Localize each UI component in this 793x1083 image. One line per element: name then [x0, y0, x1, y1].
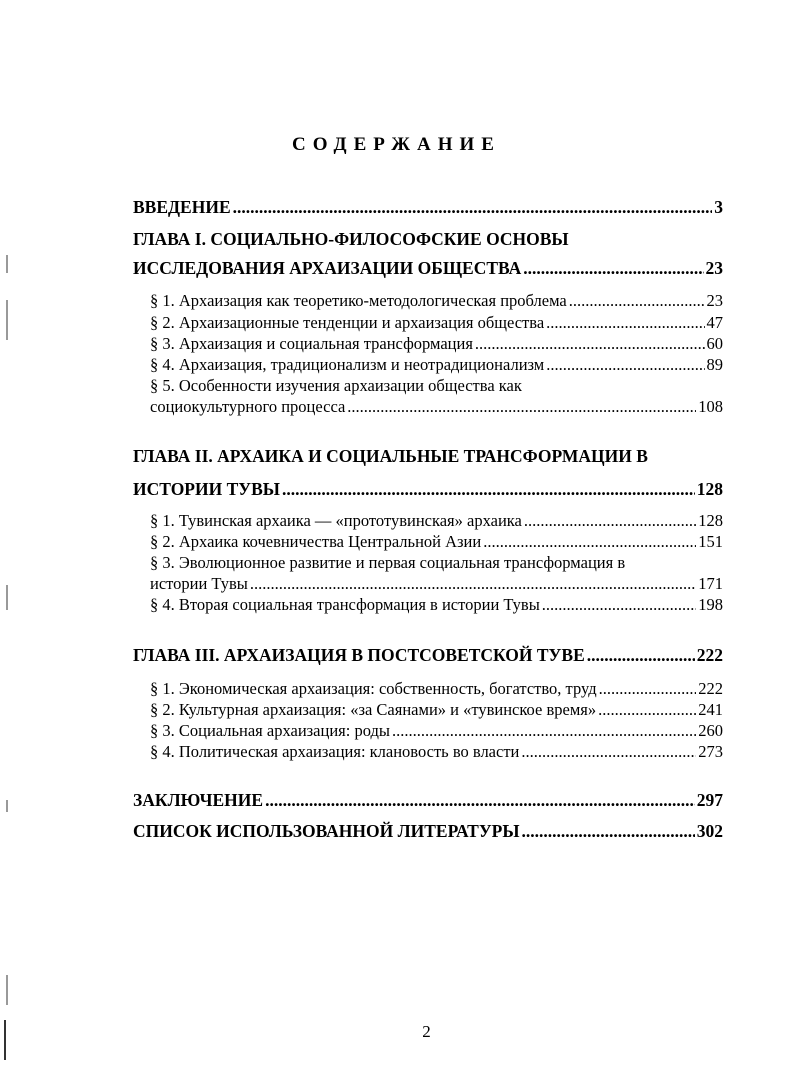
- toc-page: 128: [698, 511, 723, 530]
- toc-label: социокультурного процесса: [150, 397, 346, 416]
- leader-dots: [282, 479, 695, 500]
- toc-label: ВВЕДЕНИЕ: [133, 197, 231, 217]
- toc-entry-section[interactable]: [150, 532, 723, 552]
- leader-dots: [475, 334, 705, 354]
- scan-margin-mark: [6, 975, 8, 1005]
- toc-entry-chapter-3[interactable]: [133, 645, 723, 666]
- toc-label: § 1. Тувинская архаика — «прототувинская» архаика: [150, 511, 522, 530]
- toc-page: 302: [696, 821, 723, 841]
- toc-entry-section[interactable]: [150, 397, 723, 417]
- page-title: СОДЕРЖАНИЕ: [292, 134, 501, 155]
- toc-label: § 1. Архаизация как теоретико-методологическая проблема: [150, 291, 567, 310]
- toc-entry-section[interactable]: [150, 721, 723, 741]
- leader-dots: [483, 532, 696, 552]
- toc-entry-section[interactable]: [150, 355, 723, 375]
- chapter-1-title-line1[interactable]: ГЛАВА I. СОЦИАЛЬНО-ФИЛОСОФСКИЕ ОСНОВЫ: [133, 229, 569, 249]
- toc-section-line1[interactable]: § 3. Эволюционное развитие и первая социальная трансформация в: [150, 553, 626, 572]
- toc-label: истории Тувы: [150, 574, 248, 593]
- toc-label: § 3. Архаизация и социальная трансформация: [150, 334, 473, 353]
- leader-dots: [250, 574, 696, 594]
- leader-dots: [265, 790, 695, 811]
- toc-page: 128: [696, 479, 723, 499]
- toc-label: ИСТОРИИ ТУВЫ: [133, 479, 280, 499]
- toc-page: 260: [698, 721, 723, 740]
- scan-margin-mark: [6, 255, 8, 273]
- toc-entry-conclusion[interactable]: [133, 790, 723, 811]
- toc-label: СПИСОК ИСПОЛЬЗОВАННОЙ ЛИТЕРАТУРЫ: [133, 821, 520, 841]
- toc-entry-section[interactable]: [150, 679, 723, 699]
- leader-dots: [546, 355, 704, 375]
- scan-margin-mark: [6, 300, 8, 340]
- toc-entry-references[interactable]: [133, 821, 723, 842]
- toc-page: 198: [698, 595, 723, 614]
- chapter-2-title-line1[interactable]: ГЛАВА II. АРХАИКА И СОЦИАЛЬНЫЕ ТРАНСФОРМАЦИИ В: [133, 446, 648, 466]
- toc-label: § 4. Вторая социальная трансформация в истории Тувы: [150, 595, 540, 614]
- leader-dots: [598, 700, 696, 720]
- toc-entry-section[interactable]: [150, 700, 723, 720]
- toc-entry-section[interactable]: [150, 742, 723, 762]
- toc-entry-section[interactable]: [150, 334, 723, 354]
- leader-dots: [521, 742, 696, 762]
- toc-entry-section[interactable]: [150, 511, 723, 531]
- toc-page: 171: [698, 574, 723, 593]
- toc-entry-section[interactable]: [150, 291, 723, 311]
- toc-page: 23: [706, 291, 723, 310]
- toc-page: 273: [698, 742, 723, 761]
- leader-dots: [587, 645, 695, 666]
- leader-dots: [542, 595, 696, 615]
- toc-label: ГЛАВА III. АРХАИЗАЦИЯ В ПОСТСОВЕТСКОЙ ТУВЕ: [133, 645, 585, 665]
- toc-label: § 4. Политическая архаизация: клановость во власти: [150, 742, 520, 761]
- leader-dots: [392, 721, 696, 741]
- toc-entry-section[interactable]: [150, 313, 723, 333]
- leader-dots: [347, 397, 696, 417]
- toc-page: 23: [705, 258, 723, 278]
- toc-page: 297: [696, 790, 723, 810]
- leader-dots: [524, 511, 696, 531]
- toc-label: § 3. Социальная архаизация: роды: [150, 721, 390, 740]
- leader-dots: [233, 197, 713, 218]
- toc-entry-section[interactable]: [150, 574, 723, 594]
- toc-entry-section[interactable]: [150, 595, 723, 615]
- leader-dots: [523, 258, 703, 279]
- page-number: 2: [422, 1022, 431, 1041]
- leader-dots: [599, 679, 697, 699]
- toc-label: § 2. Архаика кочевничества Центральной Азии: [150, 532, 482, 551]
- scan-margin-mark: [6, 800, 8, 812]
- toc-page: 47: [706, 313, 723, 332]
- leader-dots: [569, 291, 705, 311]
- leader-dots: [546, 313, 704, 333]
- toc-page: 241: [698, 700, 723, 719]
- toc-page: 222: [698, 679, 723, 698]
- leader-dots: [522, 821, 695, 842]
- toc-page: 108: [698, 397, 723, 416]
- scan-margin-mark: [6, 585, 8, 610]
- toc-label: § 1. Экономическая архаизация: собственность, богатство, труд: [150, 679, 597, 698]
- scan-margin-mark: [4, 1020, 6, 1060]
- toc-entry-chapter-1[interactable]: [133, 258, 723, 279]
- toc-entry-chapter-2[interactable]: [133, 479, 723, 500]
- toc-label: ЗАКЛЮЧЕНИЕ: [133, 790, 264, 810]
- toc-label: ИССЛЕДОВАНИЯ АРХАИЗАЦИИ ОБЩЕСТВА: [133, 258, 522, 278]
- toc-section-line1[interactable]: § 5. Особенности изучения архаизации общества как: [150, 376, 522, 395]
- toc-page: 3: [714, 197, 723, 217]
- toc-label: § 2. Архаизационные тенденции и архаизация общества: [150, 313, 545, 332]
- toc-label: § 4. Архаизация, традиционализм и неотрадиционализм: [150, 355, 545, 374]
- toc-page: 222: [696, 645, 723, 665]
- toc-page: 60: [706, 334, 723, 353]
- toc-page: 89: [706, 355, 723, 374]
- toc-label: § 2. Культурная архаизация: «за Саянами» и «тувинское время»: [150, 700, 597, 719]
- toc-entry-intro[interactable]: [133, 197, 723, 218]
- toc-page: 151: [698, 532, 723, 551]
